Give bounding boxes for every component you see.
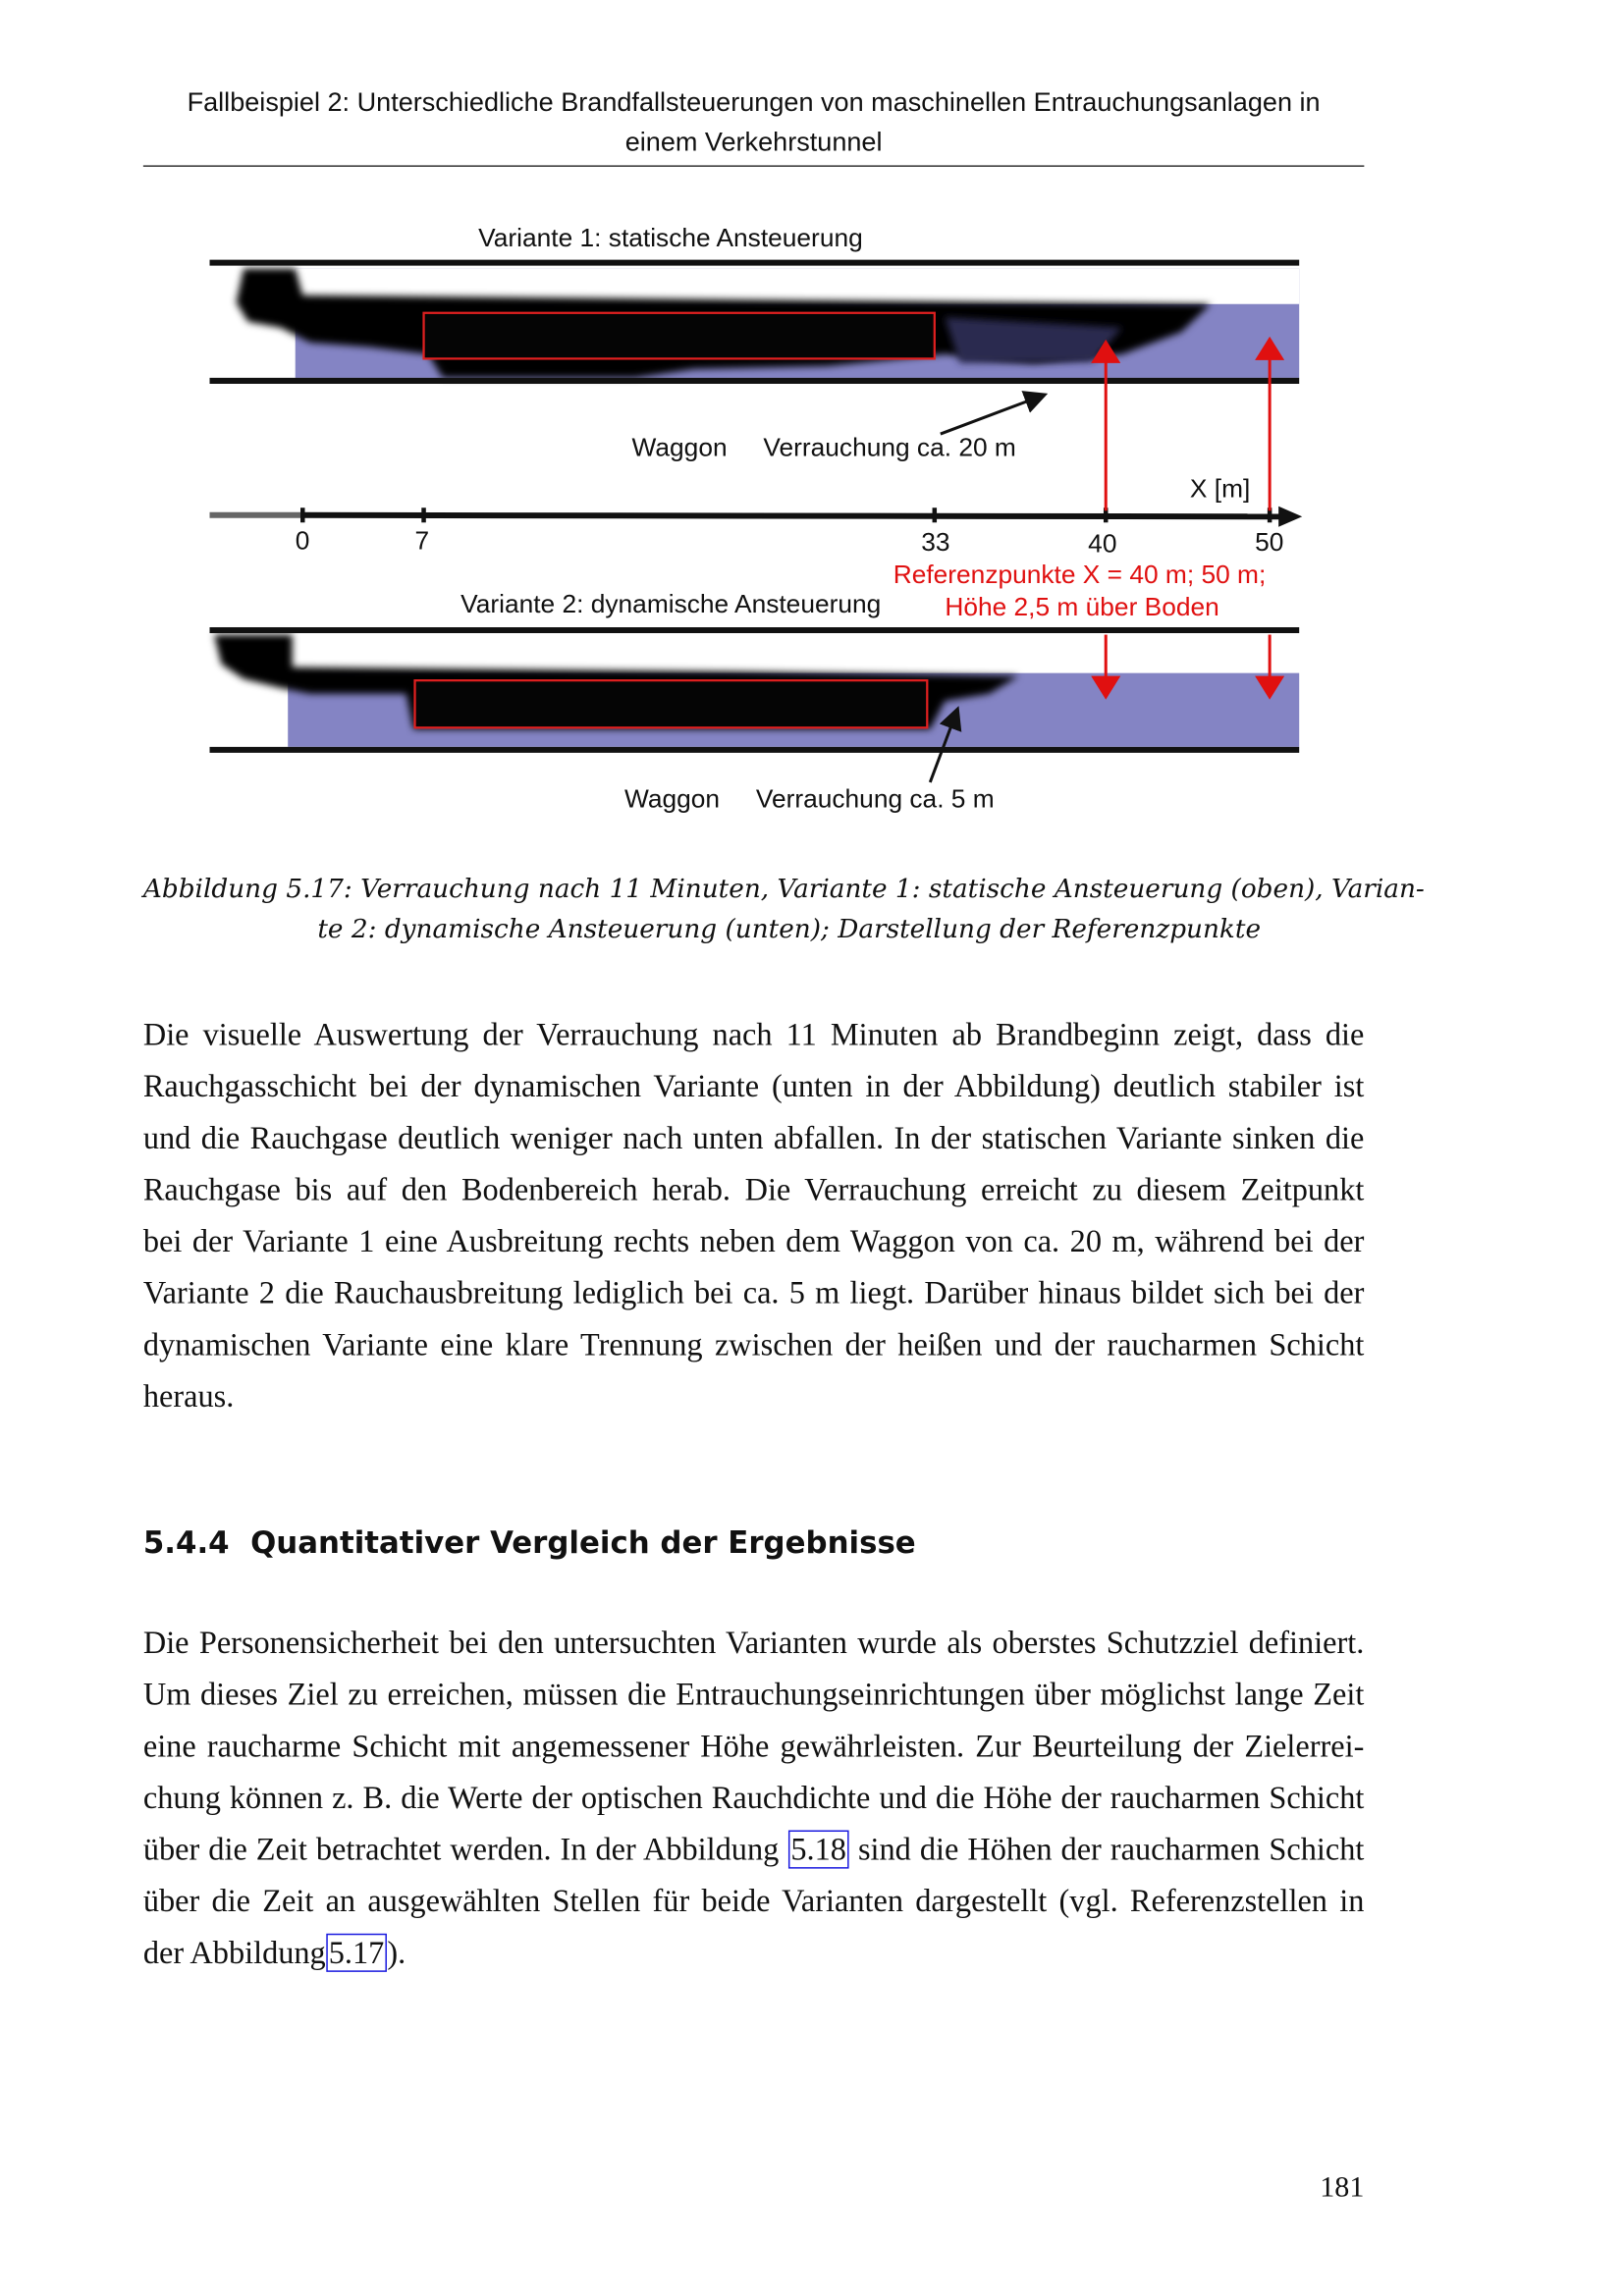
waggon — [424, 313, 935, 359]
tick-label-50: 50 — [1255, 526, 1284, 557]
variant-1-title: Variante 1: statische Ansteuerung — [478, 223, 863, 253]
text-line: Die visuelle Auswertung der Verrauchung nach 11 Minuten ab Brandbeginn zeigt, dass die — [142, 1017, 1365, 1053]
caption-line-1: Abbildung 5.17: Verrauchung nach 11 Minuten, Variante 1: statische Ansteuerung (oben), Varian- — [142, 875, 1425, 905]
waggon-label-top: Waggon — [631, 432, 728, 462]
axis-label: X [m] — [1189, 473, 1251, 504]
tick-label-40: 40 — [1088, 528, 1117, 559]
text-line: Variante 2 die Rauchausbreitung lediglich bei ca. 5 m liegt. Darüber hinaus bildet sich bei der — [142, 1275, 1365, 1311]
tick-label-7: 7 — [414, 525, 430, 556]
text-line: heraus. — [142, 1378, 235, 1415]
section-number: 5.4.4 — [142, 1524, 230, 1561]
text-line: und die Rauchgase deutlich weniger nach unten abfallen. In der statischen Variante sinken die — [142, 1120, 1365, 1156]
text-line: chung können z. B. die Werte der optischen Rauchdichte und die Höhe der raucharmen Schicht — [142, 1780, 1365, 1816]
text-line: Rauchgase bis auf den Bodenbereich herab. Die Verrauchung erreicht zu diesem Zeitpunkt — [142, 1171, 1365, 1207]
figure-5-17 — [0, 0, 1624, 885]
caption-line-2: te 2: dynamische Ansteuerung (unten); Darstellung der Referenzpunkte — [317, 915, 1262, 945]
text-segment: der Abbildung — [142, 1935, 326, 1971]
text-line: bei der Variante 1 eine Ausbreitung rechts neben dem Waggon von ca. 20 m, während bei der — [142, 1223, 1365, 1259]
x-axis — [210, 507, 1303, 527]
reference-points-line-1: Referenzpunkte X = 40 m; 50 m; — [893, 559, 1267, 589]
section-title: Quantitativer Vergleich der Ergebnisse — [250, 1524, 916, 1561]
text-line — [143, 1824, 1365, 1876]
smoke-label-bottom: Verrauchung ca. 5 m — [755, 783, 995, 814]
header-line-1: Fallbeispiel 2: Unterschiedliche Brandfallsteuerungen von maschinellen Entrauchungsanlagen in — [187, 86, 1321, 117]
paragraph-1 — [143, 1009, 1365, 1422]
section-heading — [143, 1524, 916, 1560]
figure-link-5-18[interactable]: 5.18 — [787, 1831, 849, 1869]
header-line-2: einem Verkehrstunnel — [624, 127, 883, 157]
text-segment: über die Zeit betrachtet werden. In der Abbildung — [142, 1832, 780, 1868]
text-line: eine raucharme Schicht mit angemessener Höhe gewährleisten. Zur Beurteilung der Zielerrei- — [142, 1728, 1365, 1764]
variant-2-title: Variante 2: dynamische Ansteuerung — [460, 588, 882, 619]
text-line: Die Personensicherheit bei den untersuchten Varianten wurde als oberstes Schutzziel definiert. — [142, 1625, 1365, 1661]
text-line: Rauchgasschicht bei der dynamischen Variante (unten in der Abbildung) deutlich stabiler ist — [142, 1068, 1365, 1104]
paragraph-2 — [143, 1618, 1365, 1979]
waggon — [415, 680, 928, 727]
text-segment: ). — [387, 1935, 406, 1971]
text-line: über die Zeit an ausgewählten Stellen für beide Varianten dargestellt (vgl. Referenzstellen in — [142, 1883, 1365, 1919]
page-number: 181 — [1320, 2170, 1365, 2204]
smoke-pointer-top — [941, 396, 1043, 434]
text-line: Um dieses Ziel zu erreichen, müssen die Entrauchungseinrichtungen über möglichst lange Zeit — [142, 1677, 1365, 1713]
reference-points-line-2: Höhe 2,5 m über Boden — [945, 591, 1219, 622]
text-line — [143, 1928, 1365, 1980]
smoke-label-top: Verrauchung ca. 20 m — [763, 432, 1016, 462]
text-line: dynamischen Variante eine klare Trennung zwischen der heißen und der raucharmen Schicht — [142, 1326, 1365, 1362]
waggon-label-bottom: Waggon — [624, 783, 721, 814]
figure-caption — [142, 871, 1425, 950]
tick-label-0: 0 — [295, 525, 310, 556]
tick-label-33: 33 — [921, 526, 950, 557]
tunnel-variant-1 — [210, 263, 1300, 381]
tunnel-variant-2 — [210, 630, 1300, 750]
figure-link-5-17[interactable]: 5.17 — [326, 1934, 388, 1972]
text-segment: sind die Höhen der raucharmen Schicht — [857, 1832, 1365, 1868]
